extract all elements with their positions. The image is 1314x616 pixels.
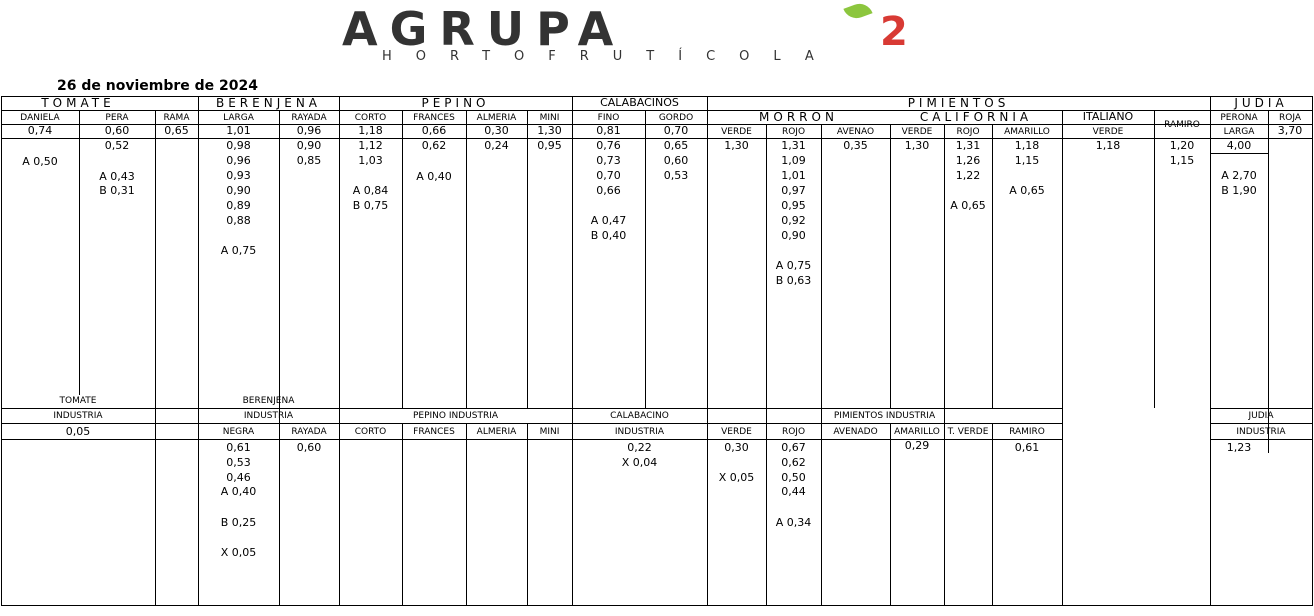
column-header: ALMERIA <box>476 113 517 123</box>
table-cell: 0,95 <box>781 199 806 212</box>
section-header: JUDIA <box>1248 411 1274 421</box>
table-cell: 0,74 <box>27 124 53 137</box>
column-header: CORTO <box>354 427 387 437</box>
table-cell: A 0,50 <box>22 155 58 168</box>
table-cell: X 0,05 <box>220 546 257 559</box>
table-cell: 0,97 <box>781 184 806 197</box>
table-cell: 0,66 <box>421 124 447 137</box>
table-cell: 0,70 <box>663 124 689 137</box>
column-header: ALMERIA <box>476 427 517 437</box>
section-header: TOMATE <box>59 396 97 406</box>
table-cell: 1,15 <box>1169 154 1195 167</box>
table-cell: A 0,65 <box>950 199 986 212</box>
table-cell: 0,76 <box>596 139 621 152</box>
table-cell: A 0,40 <box>220 485 257 498</box>
table-cell: 1,20 <box>1169 139 1195 152</box>
column-header: NEGRA <box>222 427 255 437</box>
grid-line <box>1210 439 1313 440</box>
grid-line <box>1062 110 1063 606</box>
grid-line <box>1312 96 1313 606</box>
table-cell: B 1,90 <box>1221 184 1257 197</box>
column-header: AVENAO <box>836 127 875 137</box>
table-cell: 0,73 <box>596 154 621 167</box>
table-cell: 0,29 <box>904 439 930 452</box>
column-header: INDUSTRIA <box>614 427 665 437</box>
table-cell: 1,18 <box>1095 139 1121 152</box>
column-header: RAYADA <box>291 113 327 123</box>
grid-line <box>1210 423 1313 424</box>
column-header: FINO <box>597 113 620 123</box>
table-cell: 0,62 <box>421 139 447 152</box>
column-header: FRANCES <box>413 113 455 123</box>
grid-line <box>707 96 708 606</box>
table-cell: 0,93 <box>226 169 251 182</box>
column-header: AMARILLO <box>1004 127 1050 137</box>
table-cell: 4,00 <box>1226 139 1252 152</box>
table-cell: 1,31 <box>955 139 981 152</box>
column-header: PERONA <box>1220 113 1258 123</box>
table-cell: 1,18 <box>358 124 383 137</box>
table-cell: B 0,25 <box>220 516 257 529</box>
table-cell: 0,52 <box>104 139 130 152</box>
table-cell: 1,03 <box>358 154 383 167</box>
group-header: BERENJENA <box>215 96 322 110</box>
table-cell: A 0,84 <box>352 184 389 197</box>
table-cell: 0,61 <box>1014 441 1040 454</box>
grid-line <box>1210 153 1268 154</box>
group-header: PEPINO <box>421 96 490 110</box>
column-header: VERDE <box>721 427 752 437</box>
column-header: RAMIRO <box>1009 427 1045 437</box>
column-header: ROJO <box>781 427 806 437</box>
table-cell: 1,26 <box>955 154 981 167</box>
table-cell: 3,70 <box>1277 124 1303 137</box>
grid-line <box>155 110 156 605</box>
grid-line <box>890 124 891 408</box>
table-cell: 0,53 <box>226 456 251 469</box>
table-cell: A 0,65 <box>1009 184 1045 197</box>
table-cell: 0,90 <box>781 229 806 242</box>
table-cell: X 0,04 <box>621 456 658 469</box>
group-header: PIMIENTOS <box>907 96 1010 110</box>
section-header: PEPINO INDUSTRIA <box>412 411 499 421</box>
column-header: DANIELA <box>20 113 60 123</box>
table-cell: 0,24 <box>484 139 509 152</box>
column-header: ROJO <box>781 127 806 137</box>
column-header: T. VERDE <box>947 427 989 437</box>
table-cell: 1,01 <box>226 124 251 137</box>
grid-line <box>527 110 528 408</box>
table-cell: 1,22 <box>955 169 981 182</box>
column-header: RAMIRO <box>1164 120 1200 130</box>
table-cell: 0,65 <box>164 124 189 137</box>
table-cell: 0,67 <box>781 441 806 454</box>
column-header: ROJO <box>956 127 980 137</box>
table-cell: 0,60 <box>296 441 322 454</box>
table-cell: 0,46 <box>226 471 251 484</box>
column-header: VERDE <box>721 127 752 137</box>
column-header: VERDE <box>1092 127 1124 137</box>
column-header: AMARILLO <box>894 427 940 437</box>
table-cell: 1,30 <box>724 139 749 152</box>
group-header: TOMATE <box>41 96 115 110</box>
table-cell: 0,85 <box>296 154 322 167</box>
subgroup-header: CALIFORNIA <box>919 110 1033 124</box>
table-cell: 0,95 <box>537 139 562 152</box>
table-cell: 0,92 <box>781 214 806 227</box>
grid-line <box>821 423 822 606</box>
table-cell: 1,23 <box>1226 441 1252 454</box>
table-cell: A 0,43 <box>99 170 135 183</box>
section-header: PIMIENTOS INDUSTRIA <box>833 411 936 421</box>
grid-line <box>527 423 528 606</box>
table-cell: B 0,63 <box>775 274 812 287</box>
column-header: AVENADO <box>833 427 878 437</box>
table-cell: A 0,40 <box>416 170 452 183</box>
table-cell: 1,18 <box>1014 139 1040 152</box>
section-header: INDUSTRIA <box>243 411 294 421</box>
section-header: BERENJENA <box>242 396 295 406</box>
logo <box>340 4 950 66</box>
column-header: MINI <box>539 427 560 437</box>
column-header: ROJA <box>1279 113 1301 123</box>
grid-line <box>466 110 467 408</box>
table-cell: A 0,75 <box>775 259 812 272</box>
table-cell: A 0,75 <box>220 244 257 257</box>
table-cell: 0,60 <box>663 154 689 167</box>
grid-line <box>466 423 467 606</box>
table-cell: 0,53 <box>663 169 689 182</box>
grid-line <box>1 96 2 606</box>
leaf-icon <box>843 0 872 22</box>
grid-line <box>944 124 945 606</box>
column-header: LARGA <box>223 113 254 123</box>
table-cell: 0,62 <box>781 456 806 469</box>
table-cell: A 0,47 <box>590 214 627 227</box>
table-cell: 0,50 <box>781 471 806 484</box>
group-header: JUDIA <box>1234 96 1288 110</box>
table-cell: 1,01 <box>781 169 806 182</box>
table-cell: 1,30 <box>904 139 930 152</box>
table-cell: 0,89 <box>226 199 251 212</box>
table-cell: B 0,75 <box>352 199 389 212</box>
section-header: CALABACINO <box>610 411 669 421</box>
column-header: LARGA <box>1223 127 1255 137</box>
column-header: RAYADA <box>291 427 327 437</box>
column-header: PERA <box>105 113 129 123</box>
table-cell: 0,61 <box>226 441 251 454</box>
table-cell: 0,70 <box>596 169 621 182</box>
section-header: INDUSTRIA <box>53 411 103 421</box>
table-cell: 0,60 <box>104 124 130 137</box>
report-date: 26 de noviembre de 2024 <box>57 78 258 94</box>
subgroup-header: MORRON <box>759 110 838 124</box>
table-cell: 0,30 <box>724 441 749 454</box>
table-cell: 0,30 <box>484 124 509 137</box>
grid-line <box>402 110 403 408</box>
table-cell: 0,88 <box>226 214 251 227</box>
table-cell: B 0,31 <box>99 184 135 197</box>
table-cell: 0,35 <box>843 139 868 152</box>
group-header: CALABACINOS <box>600 96 679 109</box>
grid-line <box>1268 110 1269 453</box>
logo-number: 2 <box>880 9 908 55</box>
column-header: CORTO <box>354 113 387 123</box>
column-header: FRANCES <box>413 427 455 437</box>
table-cell: 0,81 <box>596 124 621 137</box>
table-cell: B 0,40 <box>590 229 627 242</box>
column-header: GORDO <box>658 113 694 123</box>
logo-subtitle: HORTOFRUTÍCOLA <box>382 49 838 64</box>
table-cell: 0,44 <box>781 485 806 498</box>
table-cell: 1,30 <box>537 124 562 137</box>
section-header: INDUSTRIA <box>1236 427 1286 437</box>
column-header: MINI <box>539 113 560 123</box>
table-cell: 0,96 <box>226 154 251 167</box>
table-cell: X 0,05 <box>718 471 755 484</box>
table-cell: 1,15 <box>1014 154 1040 167</box>
table-cell: 0,65 <box>663 139 689 152</box>
table-cell: 0,66 <box>596 184 621 197</box>
table-cell: 1,12 <box>358 139 383 152</box>
grid-line <box>1 423 1062 424</box>
table-cell: 0,90 <box>226 184 251 197</box>
column-header: RAMA <box>163 113 190 123</box>
table-cell: 0,98 <box>226 139 251 152</box>
logo-wordmark: AGRUPA <box>342 2 626 56</box>
grid-line <box>402 423 403 606</box>
table-cell: A 0,34 <box>775 516 812 529</box>
table-cell: 1,09 <box>781 154 806 167</box>
table-cell: 0,05 <box>65 425 91 438</box>
column-header: VERDE <box>901 127 933 137</box>
table-cell: 0,22 <box>627 441 652 454</box>
table-cell: 0,96 <box>296 124 322 137</box>
subgroup-header: ITALIANO <box>1082 110 1134 123</box>
table-cell: 1,31 <box>781 139 806 152</box>
grid-line <box>339 96 340 606</box>
table-cell: 0,90 <box>296 139 322 152</box>
table-cell: A 2,70 <box>1221 169 1257 182</box>
